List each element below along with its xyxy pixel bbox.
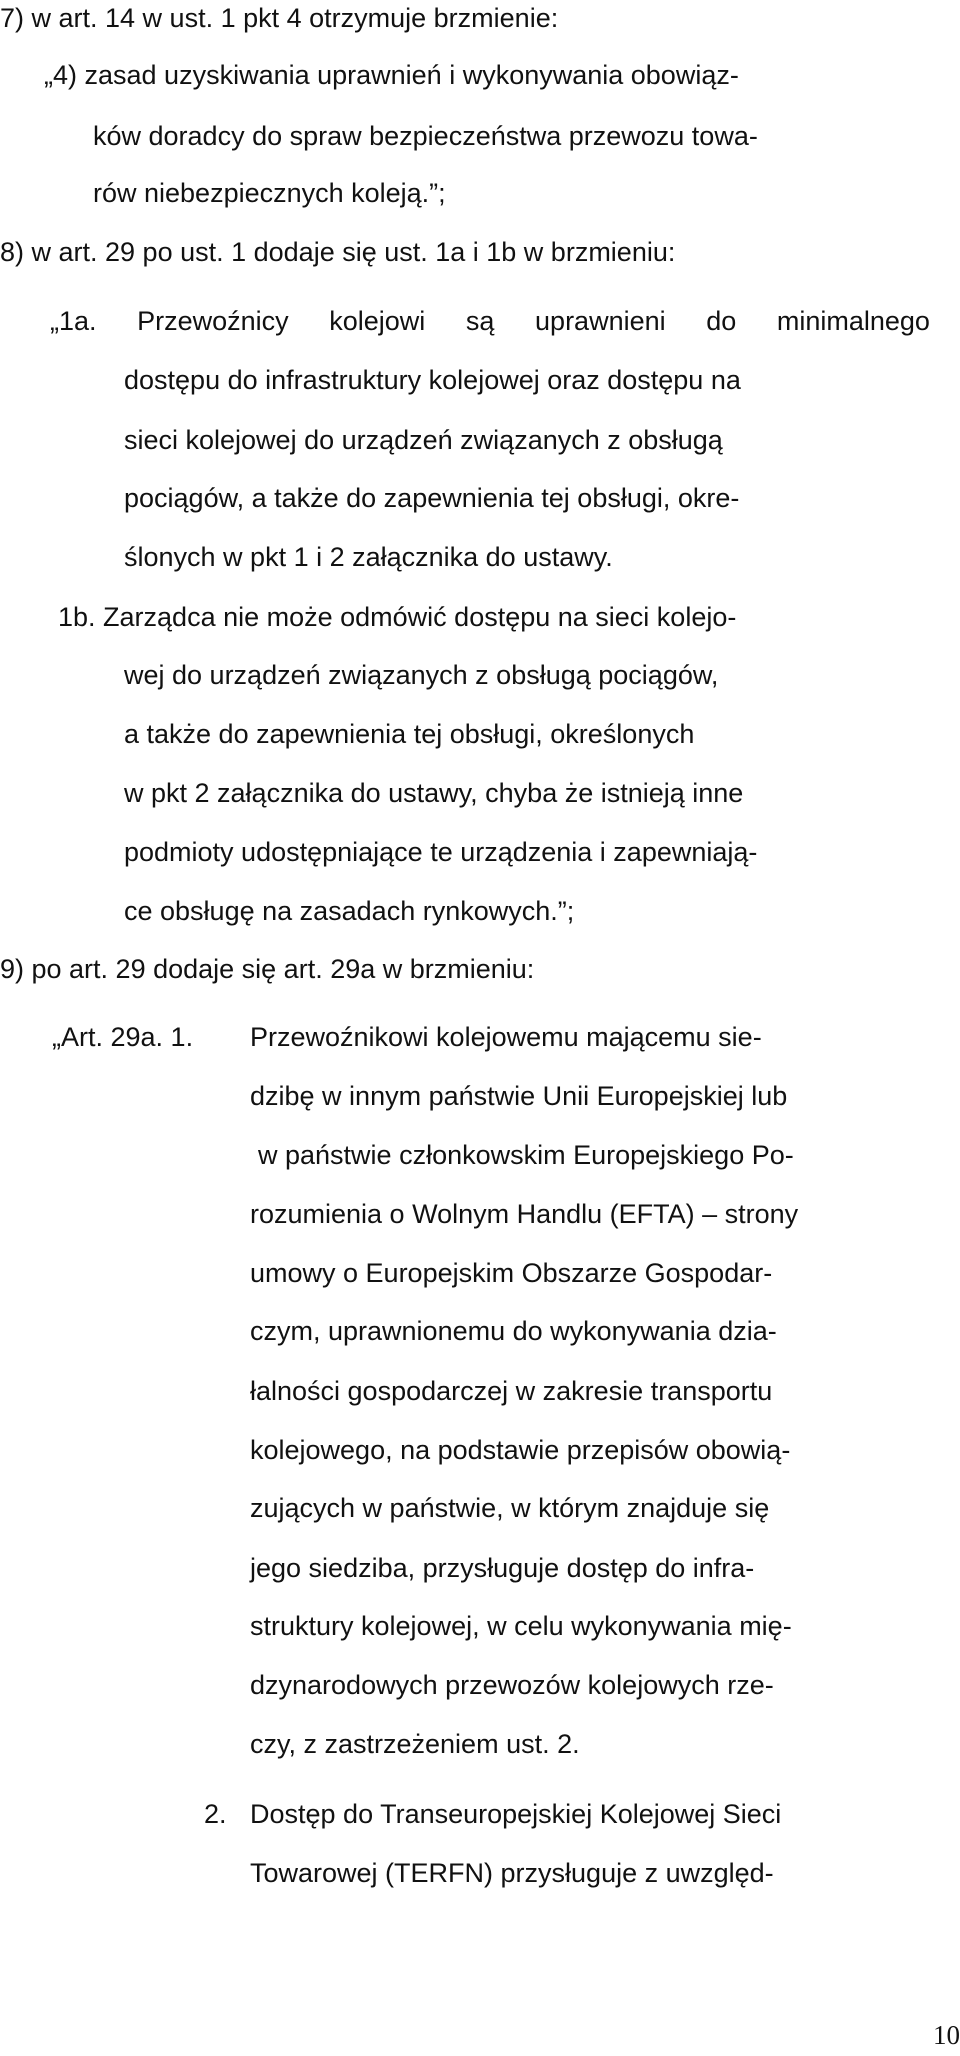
art-29a-ust-1-line-2: dzibę w innym państwie Unii Europejskiej lub	[250, 1081, 788, 1111]
item-7-heading: 7) w art. 14 w ust. 1 pkt 4 otrzymuje brzmienie:	[0, 3, 559, 33]
par-1b-line-4: w pkt 2 załącznika do ustawy, chyba że istnieją inne	[124, 778, 744, 808]
par-1a-line-2: dostępu do infrastruktury kolejowej oraz dostępu na	[124, 365, 741, 395]
art-29a-ust-2-line-1: Dostęp do Transeuropejskiej Kolejowej Sieci	[250, 1799, 782, 1829]
word: kolejowi	[329, 306, 426, 336]
par-1a-line-4: pociągów, a także do zapewnienia tej obsługi, okre-	[124, 483, 740, 513]
par-1a-line-5: ślonych w pkt 1 i 2 załącznika do ustawy.	[124, 542, 613, 572]
art-29a-ust-1-line-13: czy, z zastrzeżeniem ust. 2.	[250, 1729, 580, 1759]
item-7-line-2: ków doradcy do spraw bezpieczeństwa przewozu towa-	[93, 121, 758, 151]
art-29a-ust-1-line-4: rozumienia o Wolnym Handlu (EFTA) – strony	[250, 1199, 799, 1229]
art-29a-ust-1-line-8: kolejowego, na podstawie przepisów obowią-	[250, 1435, 791, 1465]
word: są	[465, 306, 495, 336]
page-number: 10	[933, 2020, 960, 2050]
par-1a-line-1	[50, 308, 930, 335]
art-29a-ust-1-line-5: umowy o Europejskim Obszarze Gospodar-	[250, 1258, 773, 1288]
word: uprawnieni	[535, 306, 666, 336]
par-1b-line-5: podmioty udostępniające te urządzenia i zapewniają-	[124, 837, 758, 867]
par-1b-line-3: a także do zapewnienia tej obsługi, określonych	[124, 719, 695, 749]
word: minimalnego	[776, 306, 930, 336]
art-29a-ust-1-line-10: jego siedziba, przysługuje dostęp do infra-	[250, 1553, 755, 1583]
art-29a-lead: „Art. 29a. 1.	[52, 1022, 194, 1052]
art-29a-ust-1-line-1: Przewoźnikowi kolejowemu mającemu sie-	[250, 1022, 762, 1052]
art-29a-ust-1-line-6: czym, uprawnionemu do wykonywania dzia-	[250, 1316, 777, 1346]
par-1a-line-3: sieci kolejowej do urządzeń związanych z obsługą	[124, 425, 723, 455]
word: „1a.	[50, 306, 97, 336]
item-7-line-1: „4) zasad uzyskiwania uprawnień i wykonywania obowiąz-	[44, 60, 739, 90]
item-7-line-3: rów niebezpiecznych koleją.”;	[93, 178, 446, 208]
par-1b-line-1: 1b. Zarządca nie może odmówić dostępu na sieci kolejo-	[58, 602, 737, 632]
word: Przewoźnicy	[137, 306, 289, 336]
word: do	[706, 306, 737, 336]
art-29a-ust-1-line-3: w państwie członkowskim Europejskiego Po-	[258, 1140, 794, 1170]
par-1b-line-2: wej do urządzeń związanych z obsługą pociągów,	[124, 660, 719, 690]
art-29a-ust-1-line-11: struktury kolejowej, w celu wykonywania mię-	[250, 1611, 792, 1641]
art-29a-ust-1-line-7: łalności gospodarczej w zakresie transportu	[250, 1376, 773, 1406]
art-29a-ust-1-line-9: zujących w państwie, w którym znajduje się	[250, 1493, 770, 1523]
item-8-heading: 8) w art. 29 po ust. 1 dodaje się ust. 1a i 1b w brzmieniu:	[0, 237, 676, 267]
art-29a-ust-2-number: 2.	[204, 1799, 227, 1829]
art-29a-ust-2-line-2: Towarowej (TERFN) przysługuje z uwzględ-	[250, 1858, 774, 1888]
art-29a-ust-1-line-12: dzynarodowych przewozów kolejowych rze-	[250, 1670, 774, 1700]
item-9-heading: 9) po art. 29 dodaje się art. 29a w brzmieniu:	[0, 954, 535, 984]
par-1b-line-6: ce obsługę na zasadach rynkowych.”;	[124, 896, 575, 926]
